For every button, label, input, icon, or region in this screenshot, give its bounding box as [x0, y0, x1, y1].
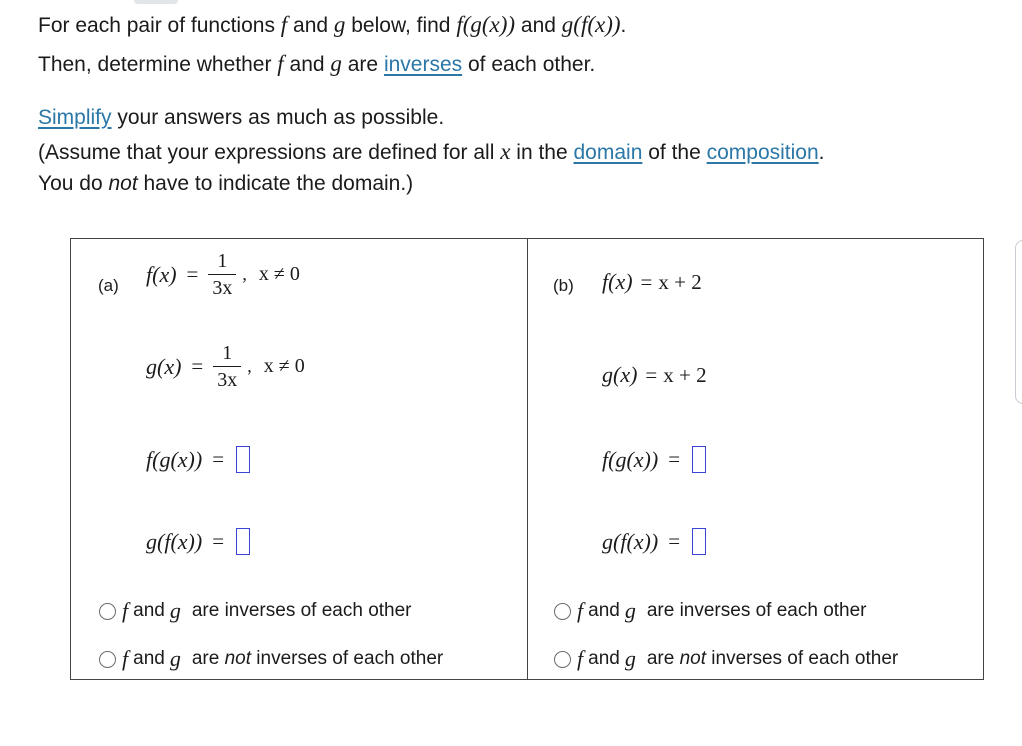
fg-answer-input[interactable] — [692, 446, 706, 473]
fraction — [208, 251, 236, 298]
gf-answer-input[interactable] — [236, 528, 250, 555]
numerator: 1 — [222, 342, 233, 364]
instruction-text: and — [283, 53, 331, 76]
inverses-link[interactable]: inverses — [383, 53, 463, 76]
radio-button[interactable] — [99, 603, 116, 620]
f-symbol: f — [277, 51, 284, 76]
instruction-text: Then, determine whether — [38, 53, 278, 76]
part-b-fg-answer-row — [602, 446, 706, 473]
top-tab-indicator — [134, 0, 178, 4]
equals-sign: = — [212, 529, 225, 553]
emphasis-not: not — [224, 648, 251, 669]
gf-of-x-label: g(f(x)) — [602, 528, 659, 554]
comma: , — [247, 356, 252, 376]
f-symbol: f — [577, 646, 584, 671]
side-panel-edge — [1015, 240, 1022, 404]
emphasis-not: not — [108, 172, 138, 195]
instruction-text: For each pair of functions — [38, 14, 281, 37]
g-of-x-label: g(x) — [146, 353, 182, 379]
g-symbol: g — [624, 646, 636, 671]
g-symbol: g — [169, 598, 181, 623]
f-symbol: f — [122, 598, 129, 623]
instruction-line-4 — [38, 139, 825, 165]
denominator — [213, 366, 241, 390]
denominator-text: 3x — [212, 277, 233, 299]
part-a-f-definition — [146, 251, 300, 298]
part-b-gf-answer-row — [602, 528, 706, 555]
part-b-cell — [528, 239, 983, 679]
option-text: are — [646, 648, 680, 669]
instruction-text: of each other. — [462, 53, 596, 76]
f-symbol: f — [577, 598, 584, 623]
part-b-option-inverses[interactable] — [554, 598, 867, 624]
gf-answer-input[interactable] — [692, 528, 706, 555]
g-symbol: g — [624, 598, 636, 623]
part-b-g-definition — [602, 362, 707, 388]
instruction-text: in the — [510, 141, 574, 164]
instruction-line-5 — [38, 172, 413, 196]
instruction-text: (Assume that your expressions are defined for all — [38, 141, 501, 164]
composition-link[interactable]: composition — [706, 141, 819, 164]
option-text: and — [588, 600, 620, 621]
gf-expression: g(f(x)) — [561, 12, 621, 37]
part-b-label: (b) — [553, 276, 574, 295]
fg-of-x-label: f(g(x)) — [602, 446, 659, 472]
equals-sign: = — [186, 262, 199, 286]
numerator: 1 — [217, 250, 228, 272]
equals-sign: = — [645, 362, 658, 387]
instruction-line-2 — [38, 51, 595, 77]
denominator — [208, 274, 236, 298]
f-rhs: x + 2 — [658, 269, 702, 294]
gf-of-x-label: g(f(x)) — [146, 528, 203, 554]
f-of-x-label: f(x) — [146, 261, 177, 287]
option-text: and — [588, 648, 620, 669]
radio-button[interactable] — [99, 651, 116, 668]
g-symbol: g — [330, 51, 342, 76]
instruction-text: your answers as much as possible. — [111, 106, 445, 129]
instruction-text: below, find — [345, 14, 457, 37]
g-rhs: x + 2 — [663, 362, 707, 387]
g-symbol: g — [169, 646, 181, 671]
part-a-option-inverses[interactable] — [99, 598, 412, 624]
instruction-text: have to indicate the domain.) — [137, 172, 414, 195]
radio-button[interactable] — [554, 603, 571, 620]
instruction-text: are — [341, 53, 384, 76]
period: . — [620, 14, 627, 37]
domain-condition: x ≠ 0 — [263, 355, 305, 377]
instruction-text: You do — [38, 172, 109, 195]
option-text: inverses of each other — [251, 648, 444, 669]
option-text: are inverses of each other — [646, 600, 867, 621]
instruction-line-3 — [38, 106, 444, 130]
f-symbol: f — [280, 12, 288, 37]
comma: , — [242, 264, 247, 284]
equals-sign: = — [212, 447, 225, 471]
part-a-fg-answer-row — [146, 446, 250, 473]
fg-answer-input[interactable] — [236, 446, 250, 473]
g-symbol: g — [333, 12, 346, 37]
option-text: inverses of each other — [706, 648, 899, 669]
equals-sign: = — [668, 447, 681, 471]
option-text: and — [133, 648, 165, 669]
part-b-option-not-inverses[interactable] — [554, 646, 898, 672]
emphasis-not: not — [679, 648, 706, 669]
domain-link[interactable]: domain — [573, 141, 643, 164]
simplify-link[interactable]: Simplify — [38, 106, 112, 129]
period: . — [818, 141, 825, 164]
fraction — [213, 343, 241, 390]
f-of-x-label: f(x) — [602, 269, 633, 294]
fg-expression: f(g(x)) — [456, 12, 516, 37]
equals-sign: = — [191, 354, 204, 378]
equals-sign: = — [640, 269, 653, 294]
option-text: and — [133, 600, 165, 621]
part-a-gf-answer-row — [146, 528, 250, 555]
part-a-g-definition — [146, 343, 305, 390]
instruction-text: of the — [642, 141, 707, 164]
f-symbol: f — [122, 646, 129, 671]
part-a-label: (a) — [98, 276, 119, 295]
fg-of-x-label: f(g(x)) — [146, 446, 203, 472]
part-a-option-not-inverses[interactable] — [99, 646, 443, 672]
equals-sign: = — [668, 529, 681, 553]
option-text: are — [191, 648, 225, 669]
part-b-f-definition — [602, 269, 702, 295]
g-of-x-label: g(x) — [602, 362, 638, 387]
domain-condition: x ≠ 0 — [258, 263, 300, 285]
denominator-text: 3x — [217, 369, 238, 391]
part-a-cell — [71, 239, 527, 679]
option-text: are inverses of each other — [191, 600, 412, 621]
problem-table — [70, 238, 984, 680]
instruction-text: and — [515, 14, 562, 37]
instruction-line-1 — [38, 12, 626, 38]
x-symbol: x — [500, 139, 511, 164]
instruction-text: and — [287, 14, 334, 37]
radio-button[interactable] — [554, 651, 571, 668]
